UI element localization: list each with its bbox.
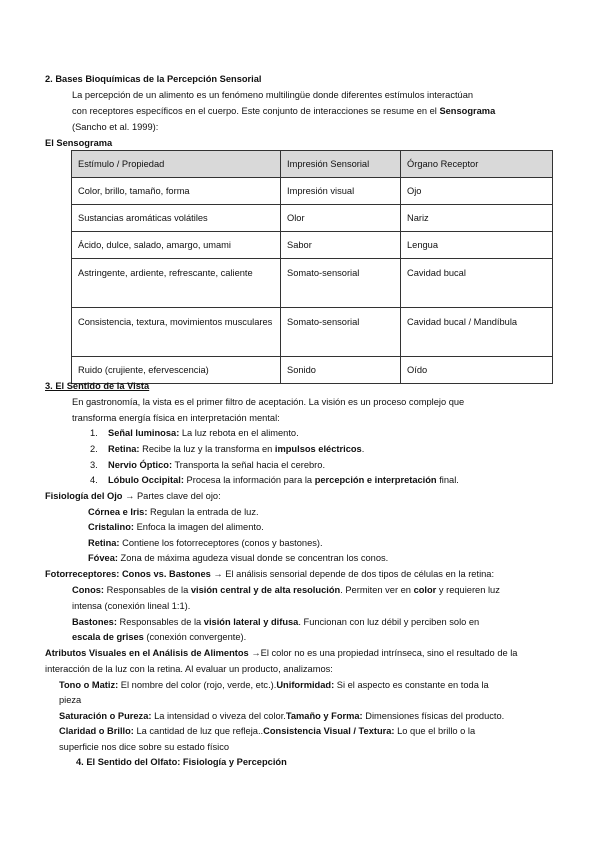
section-2-paragraph-line-2: con receptores específicos en el cuerpo. Este conjunto de interacciones se resume en el Sensograma bbox=[72, 106, 496, 116]
claridad-line-1: Claridad o Brillo: La cantidad de luz que refleja..Consistencia Visual / Textura: Lo que el brillo o la bbox=[59, 726, 476, 736]
conos-line-1: Conos: Responsables de la visión central y de alta resolución. Permiten ver en color y requieren luz bbox=[72, 585, 500, 595]
table-header-cell: Órgano Receptor bbox=[401, 151, 553, 178]
tono-line-1: Tono o Matiz: El nombre del color (rojo, verde, etc.).Uniformidad: Si el aspecto es constante en toda la bbox=[59, 680, 489, 690]
atributos-visuales-heading: Atributos Visuales en el Análisis de Alimentos →El color no es una propiedad intrínseca, sino el resultado de la bbox=[45, 648, 518, 658]
list-item: 4. Lóbulo Occipital: Procesa la información para la percepción e interpretación final. bbox=[90, 475, 459, 485]
table-row bbox=[72, 308, 553, 357]
table-cell: Cavidad bucal / Mandíbula bbox=[401, 308, 553, 357]
table-header-row bbox=[72, 151, 553, 178]
table-cell: Consistencia, textura, movimientos musculares bbox=[72, 308, 281, 357]
table-row bbox=[72, 232, 553, 259]
eye-part-item: Cristalino: Enfoca la imagen del alimento. bbox=[88, 522, 264, 532]
table-cell: Impresión visual bbox=[281, 178, 401, 205]
section-2-paragraph-line-1: La percepción de un alimento es un fenómeno multilingüe donde diferentes estímulos interactúan bbox=[72, 90, 474, 100]
table-row bbox=[72, 178, 553, 205]
sensograma-subtitle: El Sensograma bbox=[45, 138, 113, 148]
claridad-line-2: superficie nos dice sobre su estado físico bbox=[59, 742, 230, 752]
table-cell: Olor bbox=[281, 205, 401, 232]
eye-part-item: Córnea e Iris: Regulan la entrada de luz. bbox=[88, 507, 259, 517]
section-3-paragraph-line-2: transforma energía física en interpretación mental: bbox=[72, 413, 280, 423]
eye-part-item: Fóvea: Zona de máxima agudeza visual donde se concentran los conos. bbox=[88, 553, 389, 563]
table-cell: Lengua bbox=[401, 232, 553, 259]
table-cell: Astringente, ardiente, refrescante, caliente bbox=[72, 259, 281, 308]
table-row bbox=[72, 259, 553, 308]
table-cell: Nariz bbox=[401, 205, 553, 232]
bastones-line-1: Bastones: Responsables de la visión lateral y difusa. Funcionan con luz débil y perciben solo en bbox=[72, 617, 480, 627]
tono-line-2: pieza bbox=[59, 695, 82, 705]
bastones-line-2: escala de grises (conexión convergente). bbox=[72, 632, 247, 642]
table-cell: Color, brillo, tamaño, forma bbox=[72, 178, 281, 205]
fisiologia-ojo-heading: Fisiología del Ojo → Partes clave del ojo: bbox=[45, 491, 221, 501]
sensograma-table bbox=[71, 150, 553, 384]
list-item: 3. Nervio Óptico: Transporta la señal hacia el cerebro. bbox=[90, 460, 326, 470]
table-cell: Somato-sensorial bbox=[281, 259, 401, 308]
table-cell: Ácido, dulce, salado, amargo, umami bbox=[72, 232, 281, 259]
table-cell: Sustancias aromáticas volátiles bbox=[72, 205, 281, 232]
section-2-title: 2. Bases Bioquímicas de la Percepción Sensorial bbox=[45, 74, 262, 84]
conos-line-2: intensa (conexión lineal 1:1). bbox=[72, 601, 191, 611]
table-header-cell: Impresión Sensorial bbox=[281, 151, 401, 178]
table-cell: Ruido (crujiente, efervescencia) bbox=[72, 357, 281, 384]
table-cell: Ojo bbox=[401, 178, 553, 205]
section-3-paragraph-line-1: En gastronomía, la vista es el primer filtro de aceptación. La visión es un proceso complejo que bbox=[72, 397, 465, 407]
table-header-cell: Estímulo / Propiedad bbox=[72, 151, 281, 178]
list-item: 1. Señal luminosa: La luz rebota en el alimento. bbox=[90, 428, 299, 438]
table-cell: Cavidad bucal bbox=[401, 259, 553, 308]
section-2-paragraph-line-3: (Sancho et al. 1999): bbox=[72, 122, 159, 132]
table-cell: Sabor bbox=[281, 232, 401, 259]
eye-part-item: Retina: Contiene los fotorreceptores (conos y bastones). bbox=[88, 538, 323, 548]
section-4-title: 4. El Sentido del Olfato: Fisiología y Percepción bbox=[76, 757, 287, 767]
fotorreceptores-heading: Fotorreceptores: Conos vs. Bastones → El análisis sensorial depende de dos tipos de células en la retina: bbox=[45, 569, 495, 579]
saturacion-line: Saturación o Pureza: La intensidad o viveza del color.Tamaño y Forma: Dimensiones físicas del producto. bbox=[59, 711, 505, 721]
table-cell: Somato-sensorial bbox=[281, 308, 401, 357]
table-cell: Oído bbox=[401, 357, 553, 384]
table-cell: Sonido bbox=[281, 357, 401, 384]
table-row bbox=[72, 357, 553, 384]
list-item: 2. Retina: Recibe la luz y la transforma en impulsos eléctricos. bbox=[90, 444, 365, 454]
table-row bbox=[72, 205, 553, 232]
atributos-visuales-line-2: interacción de la luz con la retina. Al evaluar un producto, analizamos: bbox=[45, 664, 333, 674]
section-3-title: 3. El Sentido de la Vista bbox=[45, 381, 150, 391]
